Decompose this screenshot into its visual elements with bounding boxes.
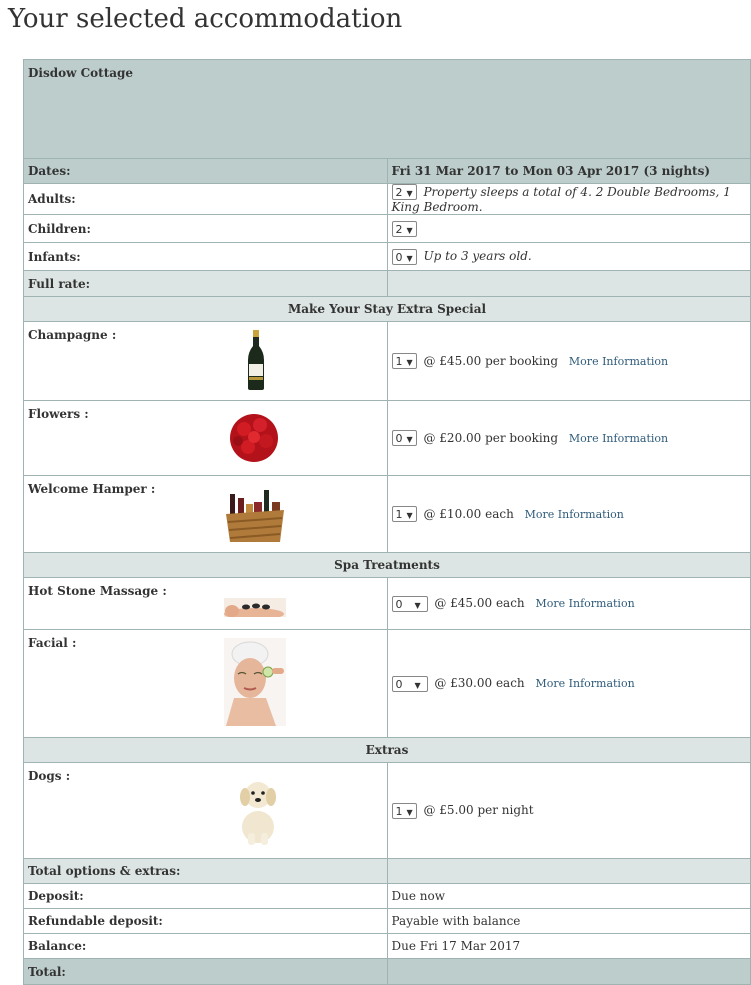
refundable-deposit-label: Refundable deposit:: [24, 909, 388, 934]
total-label: Total:: [24, 959, 388, 985]
section-heading: Make Your Stay Extra Special: [24, 297, 751, 322]
facial-label: Facial :: [28, 636, 77, 650]
dogs-row: [24, 763, 751, 859]
total-options-row: [24, 859, 751, 884]
facial-qty-select[interactable]: [392, 676, 428, 692]
flowers-label: Flowers :: [28, 407, 89, 421]
adults-cell: [387, 184, 751, 215]
infants-row: [24, 243, 751, 271]
facial-price: @ £30.00 each: [434, 676, 525, 690]
chevron-down-icon: ▼: [414, 680, 421, 690]
section-spa: [24, 553, 751, 578]
dates-value: Fri 31 Mar 2017 to Mon 03 Apr 2017 (3 nights): [387, 159, 751, 184]
facial-qty-value: 0: [395, 677, 403, 691]
chevron-down-icon: ▼: [406, 358, 413, 367]
booking-table: [23, 59, 751, 985]
infants-label: Infants:: [24, 243, 388, 271]
hamper-label: Welcome Hamper :: [28, 482, 156, 496]
champagne-row: [24, 322, 751, 401]
flowers-qty-value: 0: [395, 432, 403, 445]
massage-row: [24, 578, 751, 630]
dates-row: [24, 159, 751, 184]
hamper-cell: [387, 476, 751, 553]
children-row: [24, 215, 751, 243]
refundable-deposit-row: [24, 909, 751, 934]
deposit-value: Due now: [387, 884, 751, 909]
champagne-more-info-link[interactable]: More Information: [568, 354, 669, 368]
massage-qty-value: 0: [395, 597, 403, 611]
infants-select-value: 0: [395, 250, 403, 264]
champagne-price: @ £45.00 per booking: [423, 353, 559, 368]
champagne-qty-value: 1: [395, 355, 403, 368]
total-options-label: Total options & extras:: [24, 859, 388, 884]
hamper-qty-select[interactable]: [392, 506, 417, 522]
dogs-cell: [387, 763, 751, 859]
massage-label-cell: [24, 578, 388, 630]
page-title: Your selected accommodation: [8, 4, 403, 34]
massage-more-info-link[interactable]: More Information: [535, 597, 635, 610]
flowers-more-info-link[interactable]: More Information: [568, 431, 669, 445]
children-label: Children:: [24, 215, 388, 243]
dogs-label: Dogs :: [28, 769, 71, 783]
section-extras: [24, 738, 751, 763]
children-select-value: 2: [395, 222, 403, 236]
sleeps-note: Property sleeps a total of 4. 2 Double Bedrooms, 1 King Bedroom.: [391, 184, 731, 214]
full-rate-row: [24, 271, 751, 297]
children-select[interactable]: [392, 221, 417, 237]
facial-label-cell: [24, 630, 388, 738]
facial-row: [24, 630, 751, 738]
section-heading: Extras: [24, 738, 751, 763]
flowers-label-cell: [24, 401, 388, 476]
chevron-down-icon: ▼: [406, 511, 413, 520]
adults-label: Adults:: [24, 184, 388, 215]
chevron-down-icon: ▼: [406, 435, 413, 444]
facial-treatment-icon: [224, 638, 286, 726]
puppy-icon: [236, 777, 280, 845]
hamper-qty-value: 1: [395, 508, 403, 521]
massage-price: @ £45.00 each: [434, 596, 525, 610]
total-row: [24, 959, 751, 985]
property-row: [24, 60, 751, 159]
flowers-qty-select[interactable]: [392, 430, 417, 446]
dogs-label-cell: [24, 763, 388, 859]
hamper-price: @ £10.00 each: [423, 506, 514, 521]
infants-cell: [387, 243, 751, 271]
hamper-basket-icon: [224, 488, 286, 544]
facial-more-info-link[interactable]: More Information: [535, 677, 635, 690]
flowers-cell: [387, 401, 751, 476]
infants-select[interactable]: [392, 249, 417, 265]
chevron-down-icon: ▼: [406, 189, 413, 198]
chevron-down-icon: ▼: [406, 253, 413, 263]
dates-label: Dates:: [24, 159, 388, 184]
facial-cell: [387, 630, 751, 738]
champagne-label: Champagne :: [28, 328, 117, 342]
accommodation-summary: [23, 59, 751, 985]
massage-qty-select[interactable]: [392, 596, 428, 612]
adults-row: [24, 184, 751, 215]
roses-bouquet-icon: [226, 411, 282, 465]
balance-value: Due Fri 17 Mar 2017: [387, 934, 751, 959]
dogs-price: @ £5.00 per night: [423, 803, 534, 817]
champagne-cell: [387, 322, 751, 401]
section-heading: Spa Treatments: [24, 553, 751, 578]
massage-cell: [387, 578, 751, 630]
champagne-label-cell: [24, 322, 388, 401]
adults-select[interactable]: [392, 184, 417, 200]
adults-select-value: 2: [395, 186, 403, 199]
massage-label: Hot Stone Massage :: [28, 584, 167, 598]
chevron-down-icon: ▼: [406, 225, 413, 235]
chevron-down-icon: ▼: [406, 807, 413, 817]
champagne-bottle-icon: [246, 330, 266, 390]
property-name: Disdow Cottage: [24, 60, 751, 159]
total-options-value: [387, 859, 751, 884]
deposit-row: [24, 884, 751, 909]
hamper-more-info-link[interactable]: More Information: [524, 507, 624, 521]
full-rate-value: [387, 271, 751, 297]
balance-row: [24, 934, 751, 959]
hot-stone-massage-icon: [224, 598, 286, 622]
infants-note: Up to 3 years old.: [423, 249, 532, 263]
children-cell: [387, 215, 751, 243]
deposit-label: Deposit:: [24, 884, 388, 909]
hamper-row: [24, 476, 751, 553]
flowers-row: [24, 401, 751, 476]
section-special: [24, 297, 751, 322]
dogs-qty-value: 1: [395, 804, 403, 818]
hamper-label-cell: [24, 476, 388, 553]
full-rate-label: Full rate:: [24, 271, 388, 297]
champagne-qty-select[interactable]: [392, 353, 417, 369]
refundable-deposit-value: Payable with balance: [387, 909, 751, 934]
chevron-down-icon: ▼: [414, 600, 421, 610]
flowers-price: @ £20.00 per booking: [423, 430, 559, 445]
total-value: [387, 959, 751, 985]
balance-label: Balance:: [24, 934, 388, 959]
dogs-qty-select[interactable]: [392, 803, 417, 819]
